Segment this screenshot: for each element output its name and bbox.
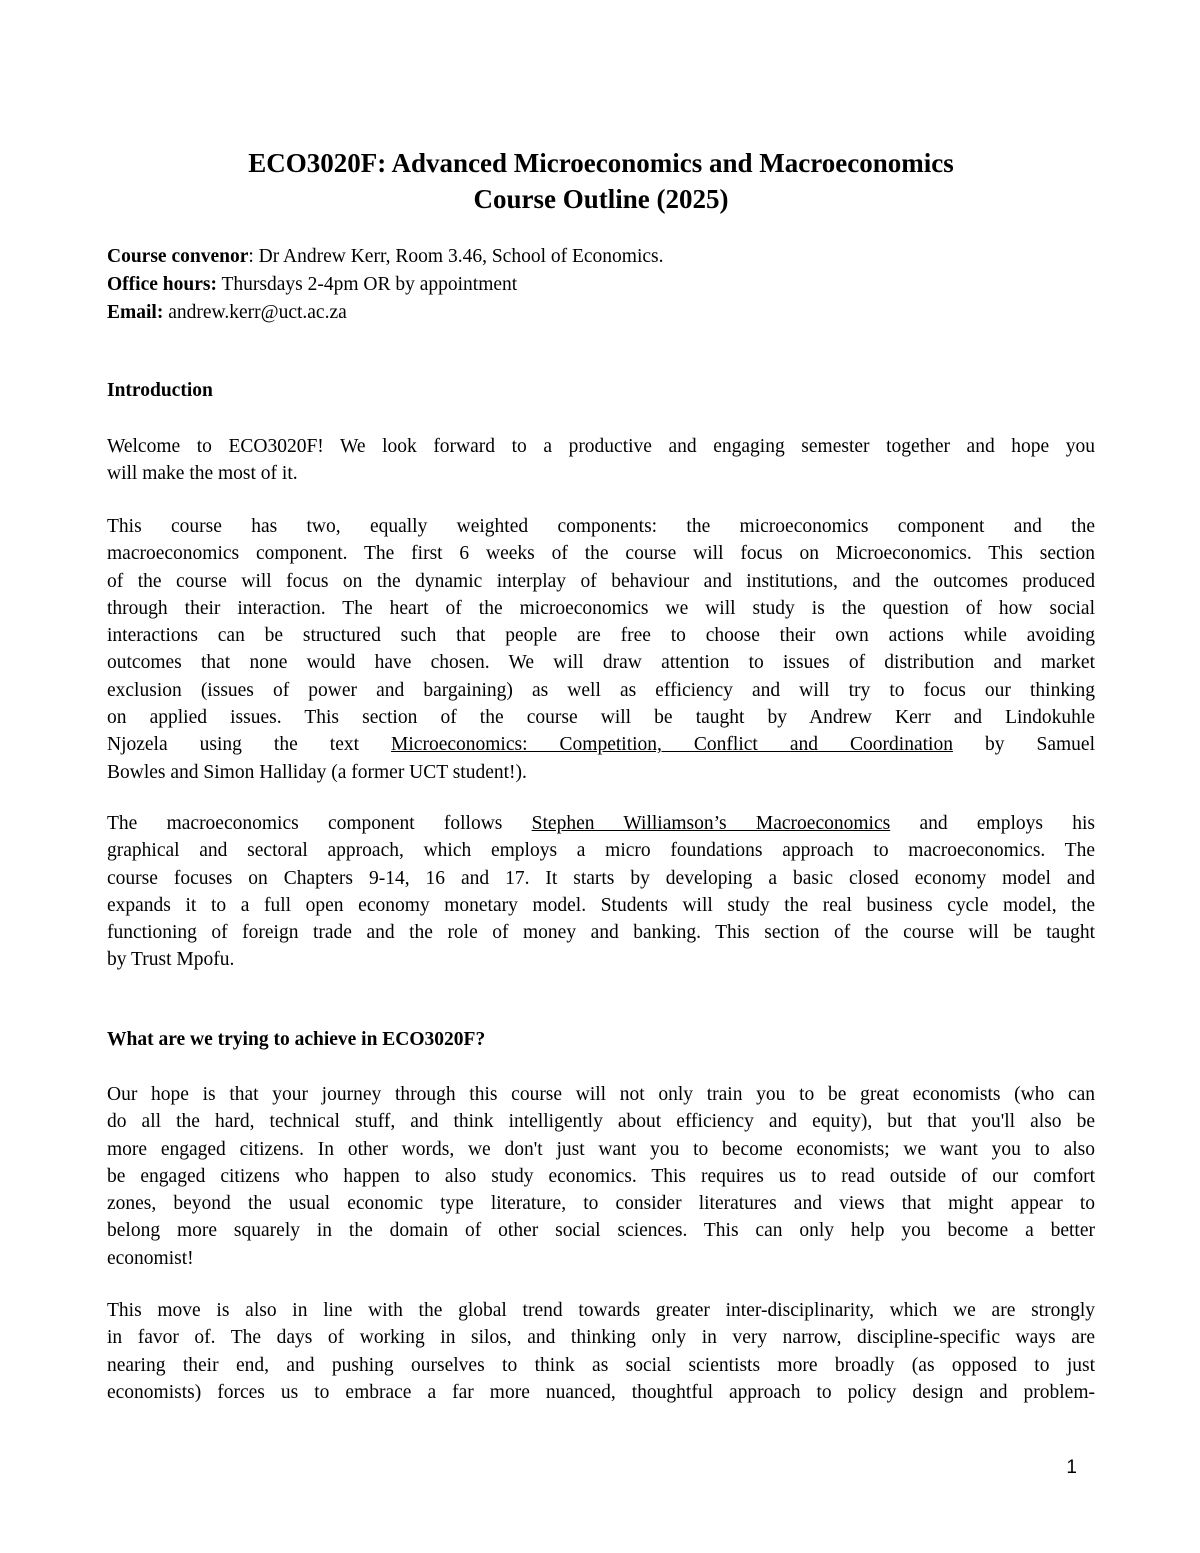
email-row (107, 299, 1095, 327)
paragraph-line: nearing their end, and pushing ourselves to think as social scientists more broadly (as opposed to just (107, 1354, 1095, 1376)
paragraph-line: interactions can be structured such that people are free to choose their own actions while avoiding (107, 625, 1095, 647)
title-line-1: ECO3020F: Advanced Microeconomics and Macroeconomics (248, 148, 954, 178)
email-value: andrew.kerr@uct.ac.za (163, 302, 347, 323)
convenor-label: Course convenor (107, 246, 249, 267)
office-hours-row (107, 271, 1095, 299)
paragraph-line: of the course will focus on the dynamic interplay of behaviour and institutions, and the outcomes produced (107, 570, 1095, 592)
paragraph-line: be engaged citizens who happen to also study economics. This requires us to read outside of our comfort (107, 1165, 1095, 1187)
convenor-row (107, 243, 1095, 271)
macroeconomics-textbook-link[interactable]: Stephen Williamson’s Macroeconomics (531, 813, 891, 834)
paragraph-line (107, 810, 1095, 837)
aims-paragraph-2 (107, 1297, 1095, 1406)
document-title (107, 145, 1095, 217)
paragraph-line: more engaged citizens. In other words, we don't just want you to become economists; we want you to also (107, 1138, 1095, 1160)
paragraph-line: by Trust Mpofu. (107, 949, 235, 971)
paragraph-line: expands it to a full open economy monetary model. Students will study the real business cycle model, the (107, 894, 1095, 916)
email-label: Email: (107, 302, 164, 323)
page-number: 1 (1066, 1457, 1077, 1478)
paragraph-line: zones, beyond the usual economic type literature, to consider literatures and views that might appear to (107, 1193, 1095, 1215)
intro-paragraph-2 (107, 513, 1095, 786)
text-fragment: by Samuel (952, 734, 1095, 756)
intro-paragraph-1 (107, 433, 1095, 488)
introduction-heading: Introduction (107, 380, 213, 401)
intro-paragraph-3 (107, 810, 1095, 974)
paragraph-line (107, 731, 1095, 758)
paragraph-line: course focuses on Chapters 9-14, 16 and 17. It starts by developing a basic closed economy model and (107, 867, 1095, 889)
text-fragment: and employs his (890, 813, 1095, 834)
convenor-value: : Dr Andrew Kerr, Room 3.46, School of Economics. (248, 246, 664, 267)
paragraph-line: Welcome to ECO3020F! We look forward to a productive and engaging semester together and hope you (107, 436, 1095, 457)
paragraph-line: economists) forces us to embrace a far more nuanced, thoughtful approach to policy design and problem- (107, 1381, 1095, 1403)
aims-heading: What are we trying to achieve in ECO3020F? (107, 1029, 486, 1050)
paragraph-line: exclusion (issues of power and bargaining) as well as efficiency and will try to focus our thinking (107, 679, 1095, 701)
paragraph-line: belong more squarely in the domain of other social sciences. This can only help you become a better (107, 1220, 1095, 1242)
paragraph-line: This move is also in line with the global trend towards greater inter-disciplinarity, which we are strongly (107, 1300, 1095, 1321)
paragraph-line: outcomes that none would have chosen. We will draw attention to issues of distribution and market (107, 652, 1095, 674)
paragraph-line: do all the hard, technical stuff, and think intelligently about efficiency and equity), but that you'll also be (107, 1111, 1095, 1133)
paragraph-line: Bowles and Simon Halliday (a former UCT student!). (107, 761, 527, 783)
paragraph-line: This course has two, equally weighted components: the microeconomics component and the (107, 516, 1095, 537)
paragraph-line: graphical and sectoral approach, which employs a micro foundations approach to macroeconomics. The (107, 840, 1095, 862)
paragraph-line: in favor of. The days of working in silos, and thinking only in very narrow, discipline-specific ways are (107, 1327, 1095, 1349)
paragraph-line: functioning of foreign trade and the role of money and banking. This section of the course will be taught (107, 922, 1095, 944)
office-hours-label: Office hours: (107, 274, 217, 295)
paragraph-line: macroeconomics component. The first 6 weeks of the course will focus on Microeconomics. This section (107, 543, 1095, 565)
paragraph-line: Our hope is that your journey through this course will not only train you to be great economists (who can (107, 1084, 1095, 1105)
paragraph-line: will make the most of it. (107, 463, 298, 485)
course-info (107, 243, 1095, 327)
paragraph-line: on applied issues. This section of the course will be taught by Andrew Kerr and Lindokuhle (107, 707, 1095, 729)
aims-paragraph-1 (107, 1081, 1095, 1272)
text-fragment: The macroeconomics component follows (107, 813, 532, 834)
paragraph-line: through their interaction. The heart of the microeconomics we will study is the question of how social (107, 597, 1095, 619)
office-hours-value: Thursdays 2-4pm OR by appointment (216, 274, 518, 295)
microeconomics-textbook-link[interactable]: Microeconomics: Competition, Conflict and Coordination (391, 734, 953, 756)
paragraph-line: economist! (107, 1247, 194, 1269)
title-line-2: Course Outline (2025) (473, 184, 729, 214)
text-fragment: Njozela using the text (107, 734, 392, 756)
document-page (107, 0, 1095, 1553)
